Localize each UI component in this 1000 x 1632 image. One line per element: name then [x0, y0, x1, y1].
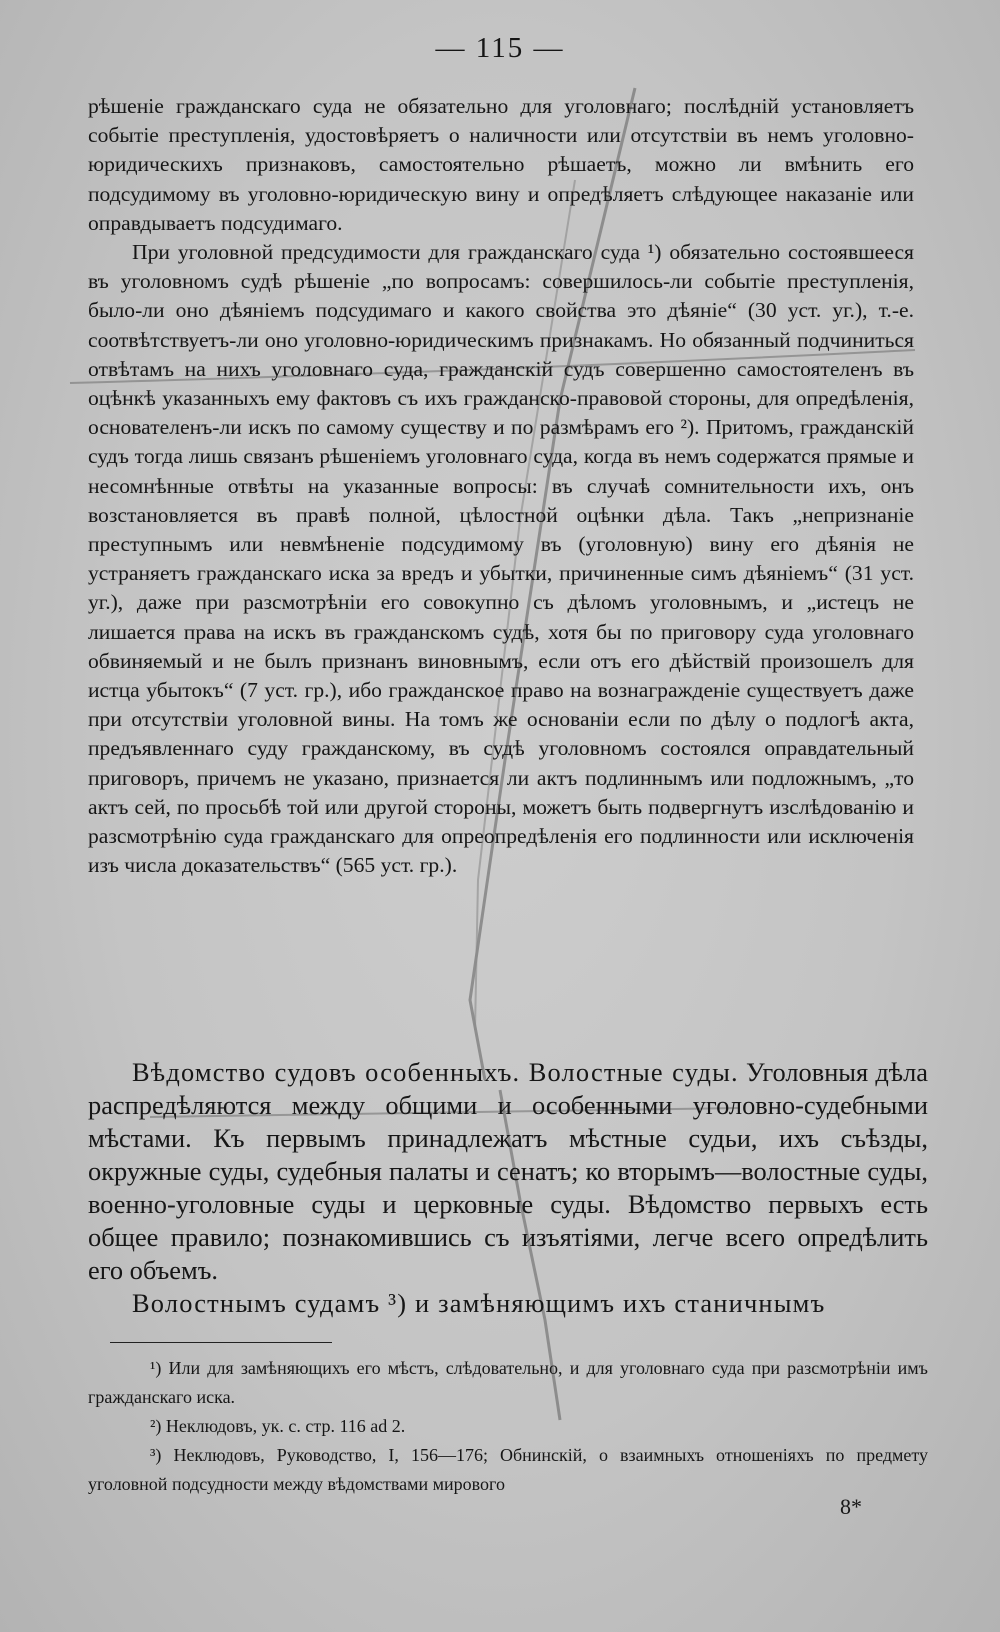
- paragraph-criminal-prejudice: При уголовной предсудимости для гражданскаго суда ¹) обязательно состоявшееся въ уголовномъ судѣ рѣшеніе „по вопросамъ: совершилось-ли событіе преступленія, было-ли оно дѣяніемъ подсудимаго и какого свойства это дѣяніе“ (30 уст. уг.), т.-е. соотвѣтствуетъ-ли оно уголовно-юридическимъ признакамъ. Но обязанный подчиниться отвѣтамъ на нихъ уголовнаго суда, гражданскій судъ совершенно самостоятеленъ въ оцѣнкѣ указанныхъ ему фактовъ съ ихъ гражданско-правовой стороны, для опредѣленія, основателенъ-ли искъ по самому существу и по размѣрамъ его ²). Притомъ, гражданскій судъ тогда лишь связанъ рѣшеніемъ уголовнаго суда, когда въ немъ содержатся прямые и несомнѣнные отвѣты на указанные вопросы: въ случаѣ сомнительности ихъ, онъ возстановляется въ правѣ полной, цѣлостной оцѣнки дѣла. Такъ „непризнаніе преступнымъ или невмѣненіе подсудимому въ (уголовную) вину его дѣянія не устраняетъ гражданскаго иска за вредъ и убытки, причиненные симъ дѣяніемъ“ (31 уст. уг.), даже при разсмотрѣніи его совокупно съ дѣломъ уголовнымъ, и „истецъ не лишается права на искъ въ гражданскомъ судѣ, хотя бы по приговору суда уголовнаго обвиняемый и не былъ признанъ виновнымъ, если отъ его дѣйствій произошелъ для истца убытокъ“ (7 уст. гр.), ибо гражданское право на вознагражденіе существуетъ даже при отсутствіи уголовной вины. На томъ же основаніи если по дѣлу о подлогѣ акта, предъявленнаго суду гражданскому, въ судѣ уголовномъ состоялся оправдательный приговоръ, причемъ не указано, признается ли актъ подлиннымъ или подложнымъ, „то актъ сей, по просьбѣ той или другой стороны, можетъ быть подвергнутъ изслѣдованію и разсмотрѣнію суда гражданскаго для опреопредѣленія его подлинности или исключенія изъ числа доказательствъ“ (565 уст. гр.).: [88, 240, 914, 878]
- section-jurisdiction: [88, 1056, 928, 1320]
- section-text: Уголовныя дѣла распредѣляются между общими и особенными уголовно-судебными мѣстами. Къ первымъ принадлежатъ мѣстные судьи, ихъ съѣзды, окружные суды, судебныя палаты и сенатъ; ко вторымъ—волостные суды, военно-уголовные суды и церковные суды. Вѣдомство первыхъ есть общее правило; познакомившись съ изъятіями, легче всего опредѣлить его объемъ.: [88, 1057, 928, 1285]
- footnote-3: ³) Неклюдовъ, Руководство, I, 156—176; Обнинскій, о взаимныхъ отношеніяхъ по предмету уголовной подсудности между вѣдомствами мирового: [88, 1445, 928, 1494]
- section-heading: Вѣдомство судовъ особенныхъ. Волостные суды.: [132, 1057, 739, 1087]
- footnote-divider: [110, 1342, 332, 1343]
- footnote-1: ¹) Или для замѣняющихъ его мѣстъ, слѣдовательно, и для уголовнаго суда при разсмотрѣніи имъ гражданскаго иска.: [88, 1358, 928, 1407]
- footnote-2: ²) Неклюдовъ, ук. с. стр. 116 ad 2.: [150, 1416, 406, 1436]
- section-last-line: Волостнымъ судамъ ³) и замѣняющимъ ихъ станичнымъ: [132, 1288, 826, 1318]
- main-text: [88, 92, 914, 880]
- paragraph-continuation: рѣшеніе гражданскаго суда не обязательно для уголовнаго; послѣдній установляетъ событіе преступленія, удостовѣряетъ о наличности или отсутствіи въ немъ уголовно-юридическихъ признаковъ, самостоятельно рѣшаетъ, можно ли вмѣнить его подсудимому въ уголовно-юридическую вину и опредѣляетъ слѣдующее наказаніе или оправдываетъ подсудимаго.: [88, 94, 914, 235]
- page-number: — 115 —: [435, 32, 565, 64]
- printer-signature-mark: 8*: [840, 1494, 862, 1519]
- footnotes: [88, 1354, 928, 1499]
